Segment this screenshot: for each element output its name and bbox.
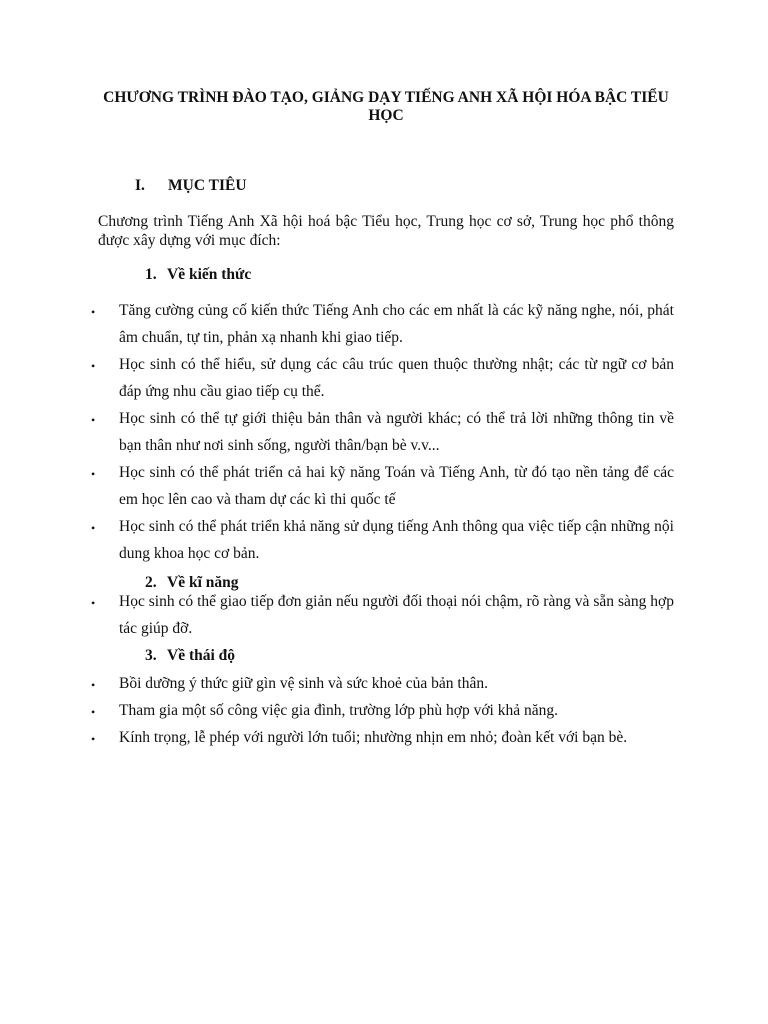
list-item-text: Bồi dưỡng ý thức giữ gìn vệ sinh và sức khoẻ của bản thân. (119, 675, 488, 692)
bullet-icon: • (91, 705, 96, 719)
list-item-text: Học sinh có thể hiểu, sử dụng các câu trúc quen thuộc thường nhật; các từ ngữ cơ bản đáp ứng nhu cầu giao tiếp cụ thể. (119, 356, 674, 400)
subsection-label: Về kiến thức (167, 266, 252, 283)
list-item (0, 588, 674, 642)
bullet-icon: • (91, 521, 96, 535)
intro-paragraph: Chương trình Tiếng Anh Xã hội hoá bậc Tiểu học, Trung học cơ sở, Trung học phổ thông được xây dựng với mục đích: (98, 213, 674, 249)
bullet-icon: • (91, 413, 96, 427)
list-item (0, 724, 674, 751)
bullet-icon: • (91, 359, 96, 373)
list-item-text: Học sinh có thể phát triển khả năng sử dụng tiếng Anh thông qua việc tiếp cận những nội dung khoa học cơ bản. (119, 518, 674, 562)
list-item-text: Học sinh có thể phát triển cả hai kỹ năng Toán và Tiếng Anh, từ đó tạo nền tảng để các em học lên cao và tham dự các kì thi quốc tế (119, 464, 674, 508)
bullet-icon: • (91, 305, 96, 319)
list-item (0, 405, 674, 459)
list-item-text: Học sinh có thể giao tiếp đơn giản nếu người đối thoại nói chậm, rõ ràng và sẵn sàng hợp tác giúp đỡ. (119, 593, 674, 637)
section-number: I. (135, 177, 145, 194)
list-item-text: Tham gia một số công việc gia đình, trường lớp phù hợp với khả năng. (119, 702, 558, 719)
subsection-heading-knowledge (145, 266, 251, 284)
subsection-number: 1. (145, 266, 157, 283)
bullet-list-skills (0, 588, 768, 642)
section-title: MỤC TIÊU (168, 177, 247, 194)
bullet-icon: • (91, 678, 96, 692)
list-item (0, 459, 674, 513)
list-item (0, 513, 674, 567)
subsection-label: Về kĩ năng (167, 574, 239, 591)
list-item-text: Học sinh có thể tự giới thiệu bản thân và người khác; có thể trả lời những thông tin về bạn thân như nơi sinh sống, người thân/bạn bè v.v... (119, 410, 674, 454)
subsection-number: 2. (145, 574, 157, 591)
bullet-list-attitude (0, 670, 768, 751)
list-item (0, 670, 674, 697)
bullet-icon: • (91, 732, 96, 746)
subsection-heading-attitude (145, 647, 235, 665)
subsection-number: 3. (145, 647, 157, 664)
bullet-icon: • (91, 467, 96, 481)
list-item (0, 297, 674, 351)
section-heading (135, 177, 247, 195)
bullet-list-knowledge (0, 297, 768, 567)
document-title: CHƯƠNG TRÌNH ĐÀO TẠO, GIẢNG DẠY TIẾNG ANH XÃ HỘI HÓA BẬC TIỂU HỌC (103, 89, 669, 124)
list-item-text: Tăng cường củng cố kiến thức Tiếng Anh cho các em nhất là các kỹ năng nghe, nói, phát âm chuẩn, tự tin, phản xạ nhanh khi giao tiếp. (119, 302, 674, 346)
list-item-text: Kính trọng, lễ phép với người lớn tuổi; nhường nhịn em nhỏ; đoàn kết với bạn bè. (119, 729, 628, 746)
list-item (0, 697, 674, 724)
bullet-icon: • (91, 596, 96, 610)
subsection-label: Về thái độ (167, 647, 236, 664)
list-item (0, 351, 674, 405)
